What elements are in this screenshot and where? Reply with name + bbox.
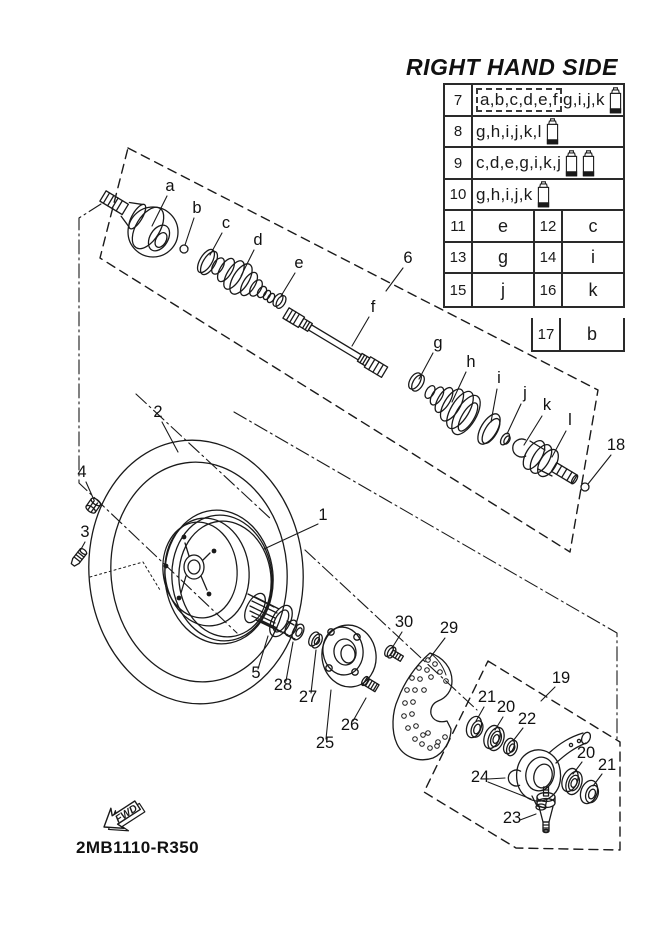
circlip-k <box>511 438 528 458</box>
row-letter: c <box>588 215 598 236</box>
callout-1: 1 <box>318 506 328 524</box>
row-number: 9 <box>445 148 473 178</box>
page-title: RIGHT HAND SIDE <box>406 54 618 80</box>
boot-band-e <box>271 292 288 310</box>
table-row-17 <box>531 318 625 352</box>
letters: c,d,e,g,i,k,j <box>476 153 562 172</box>
boot-band-c <box>194 247 221 277</box>
row-content <box>473 117 623 146</box>
outer-cv-joint <box>519 437 579 485</box>
row-letter: j <box>473 274 535 306</box>
callout-22: 22 <box>517 710 537 728</box>
callout-5: 5 <box>251 664 261 682</box>
callout-3: 3 <box>80 523 90 541</box>
row-letter: e <box>473 211 535 241</box>
row-number: 11 <box>445 211 473 241</box>
row-number: 17 <box>533 318 561 350</box>
seal-21-right <box>577 778 600 806</box>
row-number: 13 <box>445 243 473 272</box>
axle-clip-b <box>180 245 188 253</box>
callout-19: 19 <box>551 669 571 687</box>
grease-tube-icon <box>565 150 578 177</box>
seal-21-left <box>464 714 485 739</box>
callout-24: 24 <box>470 768 490 786</box>
row-letter: k <box>588 279 598 300</box>
row-number: 15 <box>445 274 473 306</box>
fwd-label: FWD <box>113 802 140 826</box>
callout-28: 28 <box>273 676 293 694</box>
callout-29: 29 <box>439 619 459 637</box>
callout-27: 27 <box>298 688 318 706</box>
callout-e: e <box>294 254 304 272</box>
row-letter: b <box>586 323 597 344</box>
ball-joint <box>537 787 555 833</box>
callout-h: h <box>466 353 476 371</box>
letters: g,h,i,j,k <box>476 184 533 204</box>
table-row-9 <box>445 148 623 180</box>
row-content <box>473 85 623 115</box>
row-letter: g <box>473 243 535 272</box>
grease-tube-icon <box>537 181 550 208</box>
row-number: 10 <box>445 180 473 209</box>
callout-c: c <box>221 214 231 232</box>
letters: g,h,i,j,k,l <box>476 121 542 141</box>
disc-guard <box>393 653 452 760</box>
row-number: 16 <box>535 274 563 306</box>
callout-i: i <box>497 369 501 387</box>
grease-tube-icon <box>546 118 559 145</box>
callout-18: 18 <box>606 436 626 454</box>
callout-b: b <box>192 199 202 217</box>
callout-f: f <box>370 298 376 316</box>
drawing-part-number: 2MB1110-R350 <box>76 838 199 857</box>
table-row-15-16 <box>445 274 623 306</box>
callout-l: l <box>568 411 572 429</box>
axle-shaft-f <box>283 308 388 378</box>
grease-tube-icon <box>582 150 595 177</box>
callout-30: 30 <box>394 613 414 631</box>
callout-j: j <box>523 384 527 402</box>
callout-2: 2 <box>153 403 163 421</box>
stopper-ring-j <box>499 432 512 447</box>
wheel-stud <box>360 675 379 692</box>
boxed-letters: a,b,c,d,e,f <box>476 88 562 112</box>
table-row-11-12 <box>445 211 623 243</box>
callout-20-left: 20 <box>496 698 516 716</box>
table-row-7 <box>445 85 623 117</box>
callout-4: 4 <box>77 463 87 481</box>
outer-boot-h <box>423 384 486 439</box>
table-row-13-14 <box>445 243 623 274</box>
callout-g: g <box>433 334 443 352</box>
wheel-rim <box>158 505 280 650</box>
callout-21-left: 21 <box>477 688 497 706</box>
callout-k: k <box>542 396 552 414</box>
callout-6: 6 <box>403 249 413 267</box>
hub-washer <box>307 630 325 649</box>
letters: g,i,j,k <box>562 90 605 109</box>
grease-tube-icon <box>609 87 622 114</box>
callout-20-right: 20 <box>576 744 596 762</box>
row-number: 12 <box>535 211 563 241</box>
row-content <box>473 180 623 209</box>
valve-stem <box>70 547 88 567</box>
callout-25: 25 <box>315 734 335 752</box>
callout-23: 23 <box>502 809 522 827</box>
row-number: 14 <box>535 243 563 272</box>
callout-d: d <box>253 231 263 249</box>
table-row-8 <box>445 117 623 148</box>
row-letter: i <box>591 247 595 267</box>
row-content <box>473 148 623 178</box>
guard-bolt <box>383 644 405 664</box>
row-number: 8 <box>445 117 473 146</box>
tire <box>78 431 314 713</box>
boot-band-g <box>406 371 427 394</box>
fwd-arrow-icon <box>97 794 148 841</box>
inner-boot-d <box>209 256 276 304</box>
valve-dotted-leader <box>90 562 160 590</box>
row-number: 7 <box>445 85 473 115</box>
grease-applicability-table <box>443 83 625 308</box>
callout-26: 26 <box>340 716 360 734</box>
callout-21-right: 21 <box>597 756 617 774</box>
callout-a: a <box>165 177 175 195</box>
table-row-10 <box>445 180 623 211</box>
circlip-24 <box>507 769 523 787</box>
